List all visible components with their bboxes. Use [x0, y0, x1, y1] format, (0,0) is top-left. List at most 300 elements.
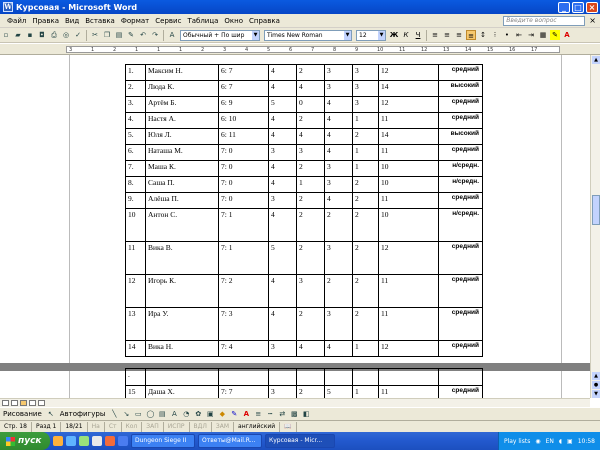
score-cell[interactable]: 3 — [269, 341, 297, 357]
table-row — [126, 177, 483, 193]
row-number[interactable]: 3. — [126, 97, 146, 113]
score-cell[interactable]: 3 — [325, 308, 353, 341]
table-row — [126, 369, 483, 386]
results-table — [125, 64, 483, 357]
level-cell[interactable]: средний — [439, 65, 483, 81]
student-name[interactable]: Артём Б. — [146, 97, 219, 113]
toolbar — [0, 28, 600, 43]
picture-icon[interactable]: ▣ — [207, 410, 214, 418]
menu-edit[interactable]: Правка — [32, 16, 59, 25]
score-cell[interactable] — [297, 369, 325, 386]
toolbar-separator — [86, 30, 87, 41]
level-cell[interactable]: средний — [439, 113, 483, 129]
border-icon[interactable]: ▦ — [539, 31, 547, 39]
score-cell[interactable]: 3 — [353, 81, 379, 97]
student-name[interactable]: Люда К. — [146, 81, 219, 97]
score-cell[interactable]: 4 — [269, 177, 297, 193]
age-cell[interactable]: 6: 7 — [219, 65, 269, 81]
total-cell[interactable]: 11 — [379, 386, 439, 402]
close-window-button[interactable]: × — [586, 2, 598, 13]
line-spacing-icon[interactable]: ↕ — [480, 31, 486, 39]
table-row — [126, 97, 483, 113]
score-cell[interactable]: 2 — [297, 386, 325, 402]
outline-view-icon[interactable] — [29, 400, 36, 406]
table-row — [126, 308, 483, 341]
toolbar-separator — [426, 30, 427, 41]
ruler-scale — [66, 46, 560, 53]
close-document-icon[interactable]: × — [589, 16, 596, 25]
menu-tools[interactable]: Сервис — [155, 16, 182, 25]
row-number[interactable]: 9. — [126, 193, 146, 209]
total-cell[interactable]: 11 — [379, 145, 439, 161]
age-cell[interactable]: 7: 3 — [219, 308, 269, 341]
score-cell[interactable]: 1 — [353, 145, 379, 161]
score-cell[interactable]: 4 — [269, 81, 297, 97]
table-row — [126, 113, 483, 129]
score-cell[interactable]: 2 — [297, 308, 325, 341]
web-view-icon[interactable] — [11, 400, 18, 406]
quicklaunch-icon[interactable] — [92, 436, 102, 446]
level-cell[interactable]: средний — [439, 193, 483, 209]
row-number[interactable]: 14 — [126, 341, 146, 357]
row-number[interactable]: 12 — [126, 275, 146, 308]
justify-icon[interactable]: ≡ — [466, 30, 476, 40]
score-cell[interactable]: 1 — [353, 386, 379, 402]
table-row — [126, 193, 483, 209]
score-cell[interactable]: 3 — [325, 161, 353, 177]
network-icon[interactable]: ▣ — [567, 437, 573, 445]
results-table-continued — [125, 368, 483, 402]
score-cell[interactable]: 2 — [297, 113, 325, 129]
bullets-icon[interactable]: • — [504, 31, 510, 39]
permission-icon[interactable]: ◘ — [39, 31, 45, 39]
score-cell[interactable]: 4 — [297, 341, 325, 357]
student-name[interactable]: Настя А. — [146, 113, 219, 129]
score-cell[interactable]: 4 — [269, 308, 297, 341]
arrow-icon[interactable]: ↘ — [123, 410, 130, 418]
level-cell[interactable]: н/средн. — [439, 177, 483, 193]
ruler-tick: 1 — [135, 47, 139, 53]
student-name[interactable]: Алёша П. — [146, 193, 219, 209]
score-cell[interactable]: 3 — [269, 193, 297, 209]
shadow-icon[interactable]: ▩ — [291, 410, 298, 418]
print-layout-icon[interactable] — [20, 400, 27, 406]
student-name[interactable]: Даша Х. — [146, 386, 219, 402]
status-bar — [0, 420, 600, 432]
score-cell[interactable]: 5 — [325, 386, 353, 402]
chevron-down-icon[interactable]: ▼ — [253, 31, 258, 38]
bold-button[interactable]: Ж — [389, 31, 399, 39]
help-question-input[interactable]: Введите вопрос — [503, 16, 585, 26]
age-cell[interactable]: 7: 0 — [219, 177, 269, 193]
student-name[interactable]: Антон С. — [146, 209, 219, 242]
table-row — [126, 65, 483, 81]
quicklaunch-icon[interactable] — [79, 436, 89, 446]
level-cell[interactable]: средний — [439, 308, 483, 341]
fill-color-icon[interactable]: ◆ — [219, 410, 226, 418]
row-number[interactable]: 15 — [126, 386, 146, 402]
rectangle-icon[interactable]: ▭ — [135, 410, 142, 418]
font-value: Times New Roman — [267, 31, 323, 39]
level-cell[interactable]: н/средн. — [439, 161, 483, 177]
autoshapes-button[interactable]: Автофигуры — [59, 410, 106, 418]
window-title: Курсовая - Microsoft Word — [16, 2, 138, 12]
font-size-value: 12 — [359, 31, 367, 39]
quicklaunch-icon[interactable] — [66, 436, 76, 446]
menu-view[interactable]: Вид — [64, 16, 80, 25]
score-cell[interactable]: 2 — [353, 275, 379, 308]
normal-view-icon[interactable] — [2, 400, 9, 406]
ruler-tick: 1 — [91, 47, 95, 53]
age-cell[interactable]: 7: 0 — [219, 161, 269, 177]
scroll-up-icon[interactable]: ▲ — [592, 56, 600, 64]
score-cell[interactable]: 4 — [325, 145, 353, 161]
oval-icon[interactable]: ◯ — [146, 410, 155, 418]
status-track-changes[interactable]: ИСПР — [164, 422, 190, 432]
score-cell[interactable]: 2 — [353, 308, 379, 341]
student-name[interactable]: Юля Л. — [146, 129, 219, 145]
chevron-down-icon[interactable]: ▼ — [379, 31, 384, 38]
spelling-icon[interactable]: ✓ — [75, 31, 81, 39]
ruler-tick: 6 — [289, 47, 293, 53]
score-cell[interactable]: 4 — [297, 81, 325, 97]
total-cell[interactable]: 12 — [379, 341, 439, 357]
toolbar-separator — [163, 30, 164, 41]
quicklaunch-icon[interactable] — [118, 436, 128, 446]
previous-page-icon[interactable]: ▲ — [592, 372, 600, 380]
font-color-icon[interactable]: A — [564, 31, 570, 39]
table-row — [126, 341, 483, 357]
style-value: Обычный + По шир — [183, 31, 245, 39]
score-cell[interactable]: 4 — [269, 161, 297, 177]
level-cell[interactable]: средний — [439, 341, 483, 357]
table-row — [126, 129, 483, 145]
total-cell[interactable]: 10 — [379, 161, 439, 177]
copy-icon[interactable]: ❐ — [103, 31, 111, 39]
clipart-icon[interactable]: ✿ — [195, 410, 202, 418]
taskbar-item-word[interactable]: Курсовая - Micr... — [265, 434, 335, 448]
chevron-down-icon[interactable]: ▼ — [345, 31, 350, 38]
print-preview-icon[interactable]: ◎ — [62, 31, 70, 39]
tray-app-icon[interactable]: ◉ — [535, 437, 541, 445]
level-cell[interactable]: средний — [439, 386, 483, 402]
level-cell[interactable]: средний — [439, 275, 483, 308]
quicklaunch-icon[interactable] — [53, 436, 63, 446]
level-cell[interactable]: высокий — [439, 81, 483, 97]
select-objects-icon[interactable]: ↖ — [47, 410, 54, 418]
age-cell[interactable]: 7: 0 — [219, 145, 269, 161]
score-cell[interactable]: 3 — [269, 386, 297, 402]
age-cell[interactable]: 7: 7 — [219, 386, 269, 402]
row-number[interactable]: 5. — [126, 129, 146, 145]
font-color-icon[interactable]: A — [243, 410, 250, 418]
language-indicator[interactable]: EN — [545, 437, 554, 445]
score-cell[interactable] — [353, 369, 379, 386]
italic-button[interactable]: К — [403, 31, 409, 39]
score-cell[interactable]: 4 — [325, 193, 353, 209]
student-name[interactable]: Ира У. — [146, 308, 219, 341]
ruler-tick: 1 — [179, 47, 183, 53]
status-line: Ст — [105, 422, 122, 432]
score-cell[interactable]: 2 — [297, 65, 325, 81]
paste-icon[interactable]: ▤ — [115, 31, 123, 39]
maximize-button[interactable]: □ — [572, 2, 584, 13]
menu-bar — [0, 14, 600, 28]
line-color-icon[interactable]: ✎ — [231, 410, 238, 418]
start-button[interactable] — [0, 432, 50, 450]
score-cell[interactable]: 3 — [325, 242, 353, 275]
open-folder-icon[interactable]: ▰ — [15, 31, 21, 39]
score-cell[interactable]: 2 — [297, 161, 325, 177]
ruler-tick: 16 — [509, 47, 516, 53]
ruler-tick: 4 — [245, 47, 249, 53]
save-icon[interactable]: ▪ — [27, 31, 33, 39]
menu-window[interactable]: Окно — [224, 16, 244, 25]
score-cell[interactable]: 2 — [297, 209, 325, 242]
score-cell[interactable]: 4 — [325, 113, 353, 129]
styles-pane-icon[interactable]: A — [169, 31, 175, 39]
menu-help[interactable]: Справка — [249, 16, 280, 25]
row-number[interactable]: 6. — [126, 145, 146, 161]
score-cell[interactable]: 3 — [297, 145, 325, 161]
score-cell[interactable] — [269, 369, 297, 386]
status-section: Разд 1 — [32, 422, 61, 432]
status-position: На — [88, 422, 105, 432]
score-cell[interactable]: 1 — [353, 161, 379, 177]
student-name[interactable]: Максим Н. — [146, 65, 219, 81]
score-cell[interactable]: 2 — [353, 129, 379, 145]
spelling-status-icon[interactable]: 📖 — [280, 422, 296, 432]
student-name[interactable]: Наташа М. — [146, 145, 219, 161]
underline-button[interactable]: Ч — [415, 31, 421, 39]
age-cell[interactable]: 7: 0 — [219, 193, 269, 209]
taskbar-item-dungeon-siege[interactable]: Dungeon Siege II — [131, 434, 195, 448]
arrow-style-icon[interactable]: ⇄ — [279, 410, 286, 418]
score-cell[interactable]: 4 — [325, 129, 353, 145]
page-margin-right — [561, 55, 562, 365]
next-page-icon[interactable]: ▼ — [592, 390, 600, 398]
score-cell[interactable]: 2 — [297, 242, 325, 275]
age-cell[interactable]: 6: 9 — [219, 97, 269, 113]
menu-table[interactable]: Таблица — [187, 16, 219, 25]
ruler-tick: 8 — [333, 47, 337, 53]
ruler-tick: 11 — [399, 47, 406, 53]
status-page-count: 18/21 — [61, 422, 87, 432]
score-cell[interactable]: 3 — [353, 97, 379, 113]
row-number[interactable]: 2. — [126, 81, 146, 97]
row-number[interactable]: 1. — [126, 65, 146, 81]
reading-view-icon[interactable] — [38, 400, 45, 406]
score-cell[interactable]: 2 — [353, 242, 379, 275]
score-cell[interactable]: 4 — [325, 341, 353, 357]
score-cell[interactable]: 2 — [325, 275, 353, 308]
page-margin-left — [69, 55, 70, 365]
undo-icon[interactable]: ↶ — [140, 31, 146, 39]
total-cell[interactable]: 10 — [379, 209, 439, 242]
score-cell[interactable]: 4 — [269, 275, 297, 308]
level-cell[interactable]: средний — [439, 242, 483, 275]
row-number[interactable]: 7. — [126, 161, 146, 177]
ruler-tick: 5 — [267, 47, 271, 53]
table-row — [126, 81, 483, 97]
document-area[interactable] — [0, 55, 590, 405]
level-cell[interactable]: высокий — [439, 129, 483, 145]
total-cell[interactable]: 12 — [379, 242, 439, 275]
score-cell[interactable]: 3 — [325, 65, 353, 81]
row-number[interactable]: 11 — [126, 242, 146, 275]
print-icon[interactable]: ⎙ — [51, 30, 57, 39]
total-cell[interactable] — [379, 369, 439, 386]
level-cell[interactable]: н/средн. — [439, 209, 483, 242]
ruler-tick: 9 — [355, 47, 359, 53]
table-row — [126, 145, 483, 161]
draw-menu-button[interactable]: Рисование — [3, 410, 42, 418]
total-cell[interactable]: 12 — [379, 97, 439, 113]
student-name[interactable]: Маша К. — [146, 161, 219, 177]
dash-style-icon[interactable]: ┅ — [268, 410, 273, 418]
age-cell[interactable]: 6: 10 — [219, 113, 269, 129]
score-cell[interactable]: 4 — [297, 129, 325, 145]
student-name[interactable]: Игорь К. — [146, 275, 219, 308]
total-cell[interactable]: 11 — [379, 308, 439, 341]
clock: 10:58 — [577, 437, 595, 445]
redo-icon[interactable]: ↷ — [152, 31, 158, 39]
new-document-icon[interactable]: ▫ — [3, 31, 9, 39]
ruler-tick: 14 — [465, 47, 472, 53]
format-painter-icon[interactable]: ✎ — [128, 31, 134, 39]
score-cell[interactable]: 2 — [297, 193, 325, 209]
level-cell[interactable]: средний — [439, 97, 483, 113]
student-name[interactable]: Вика В. — [146, 242, 219, 275]
tray-playlists[interactable]: Play lists — [503, 437, 531, 445]
score-cell[interactable]: 3 — [325, 81, 353, 97]
drawing-toolbar — [0, 407, 600, 420]
status-column: Кол — [122, 422, 143, 432]
vertical-scrollbar[interactable] — [590, 55, 600, 398]
score-cell[interactable]: 1 — [353, 113, 379, 129]
total-cell[interactable]: 12 — [379, 65, 439, 81]
diagram-icon[interactable]: ◔ — [183, 410, 190, 418]
score-cell[interactable]: 1 — [297, 177, 325, 193]
row-number[interactable]: 8. — [126, 177, 146, 193]
line-icon[interactable]: ╲ — [112, 410, 117, 418]
score-cell[interactable]: 3 — [269, 145, 297, 161]
score-cell[interactable] — [325, 369, 353, 386]
menu-insert[interactable]: Вставка — [85, 16, 115, 25]
total-cell[interactable]: 14 — [379, 81, 439, 97]
align-left-icon[interactable]: ≡ — [432, 31, 438, 39]
score-cell[interactable]: 2 — [325, 209, 353, 242]
title-bar — [0, 0, 600, 14]
decrease-indent-icon[interactable]: ⇤ — [516, 31, 522, 39]
student-name[interactable]: Вика Н. — [146, 341, 219, 357]
row-number[interactable]: 10 — [126, 209, 146, 242]
status-overtype[interactable]: ЗАМ — [212, 422, 234, 432]
age-cell[interactable]: 7: 4 — [219, 341, 269, 357]
ruler-tick: 12 — [421, 47, 428, 53]
word-app-icon[interactable]: W — [4, 2, 12, 11]
score-cell[interactable]: 5 — [269, 97, 297, 113]
cut-icon[interactable]: ✂ — [92, 31, 98, 39]
age-cell[interactable]: 7: 1 — [219, 209, 269, 242]
minimize-button[interactable]: _ — [558, 2, 570, 13]
age-cell[interactable] — [219, 369, 269, 386]
score-cell[interactable]: 1 — [353, 341, 379, 357]
total-cell[interactable]: 11 — [379, 113, 439, 129]
age-cell[interactable]: 6: 7 — [219, 81, 269, 97]
highlight-icon[interactable]: ✎ — [550, 30, 560, 40]
wordart-icon[interactable]: A — [171, 410, 177, 418]
total-cell[interactable]: 14 — [379, 129, 439, 145]
status-record-mode[interactable]: ЗАП — [142, 422, 163, 432]
score-cell[interactable]: 3 — [325, 177, 353, 193]
row-number[interactable]: 4. — [126, 113, 146, 129]
ruler-tick: 3 — [69, 47, 73, 53]
age-cell[interactable]: 6: 11 — [219, 129, 269, 145]
level-cell[interactable] — [439, 369, 483, 386]
3d-icon[interactable]: ◧ — [303, 410, 310, 418]
score-cell[interactable]: 4 — [269, 209, 297, 242]
line-style-icon[interactable]: ≡ — [255, 410, 262, 418]
score-cell[interactable]: 3 — [297, 275, 325, 308]
align-right-icon[interactable]: ≡ — [456, 31, 462, 39]
level-cell[interactable]: средний — [439, 145, 483, 161]
style-dropdown[interactable] — [180, 30, 260, 41]
score-cell[interactable]: 4 — [269, 129, 297, 145]
score-cell[interactable]: 4 — [269, 113, 297, 129]
total-cell[interactable]: 11 — [379, 193, 439, 209]
align-center-icon[interactable]: ≡ — [444, 31, 450, 39]
font-size-dropdown[interactable] — [356, 30, 386, 41]
score-cell[interactable]: 2 — [353, 209, 379, 242]
ruler-tick: 2 — [113, 47, 117, 53]
row-number[interactable]: 13 — [126, 308, 146, 341]
table-row — [126, 242, 483, 275]
menu-file[interactable]: Файл — [7, 16, 27, 25]
horizontal-ruler[interactable] — [0, 44, 600, 55]
status-language: английский — [234, 422, 280, 432]
font-dropdown[interactable] — [264, 30, 352, 41]
score-cell[interactable]: 3 — [353, 65, 379, 81]
score-cell[interactable]: 2 — [353, 177, 379, 193]
total-cell[interactable]: 11 — [379, 275, 439, 308]
table-row — [126, 209, 483, 242]
volume-icon[interactable]: ◖ — [558, 437, 563, 445]
score-cell[interactable]: 2 — [353, 193, 379, 209]
status-extend[interactable]: ВДЛ — [190, 422, 212, 432]
total-cell[interactable]: 10 — [379, 177, 439, 193]
score-cell[interactable]: 5 — [269, 242, 297, 275]
row-number[interactable]: . — [126, 369, 146, 386]
age-cell[interactable]: 7: 1 — [219, 242, 269, 275]
numbering-icon[interactable]: ⁝ — [493, 31, 497, 39]
textbox-icon[interactable]: ▤ — [159, 410, 166, 418]
student-name[interactable]: Саша П. — [146, 177, 219, 193]
scroll-thumb[interactable] — [592, 195, 600, 225]
quicklaunch-icon[interactable] — [105, 436, 115, 446]
score-cell[interactable]: 4 — [325, 97, 353, 113]
taskbar-item-mail[interactable]: Ответы@Mail.R... — [198, 434, 262, 448]
menu-format[interactable]: Формат — [120, 16, 150, 25]
ruler-tick: 15 — [487, 47, 494, 53]
score-cell[interactable]: 4 — [269, 65, 297, 81]
increase-indent-icon[interactable]: ⇥ — [528, 31, 534, 39]
taskbar — [0, 432, 600, 450]
student-name[interactable] — [146, 369, 219, 386]
browse-object-icon[interactable]: ● — [593, 382, 599, 388]
age-cell[interactable]: 7: 2 — [219, 275, 269, 308]
score-cell[interactable]: 0 — [297, 97, 325, 113]
